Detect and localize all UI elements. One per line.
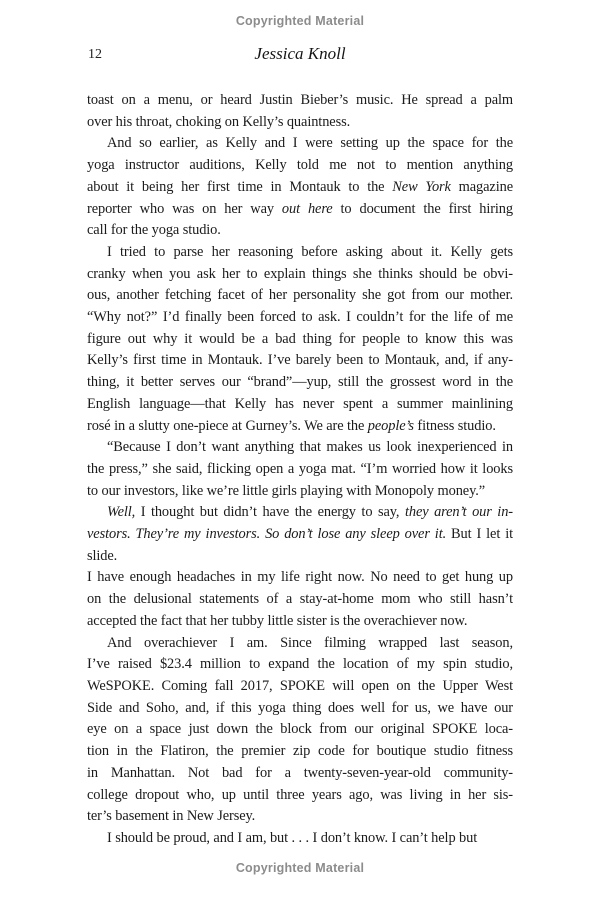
body-text [87, 90, 513, 850]
paragraph [87, 633, 513, 828]
text-line: rosé in a slutty one-piece at Gurney’s. We are the people’s fitness studio. [87, 417, 496, 434]
text-line: Side and Soho, and, if this yoga thing does well for us, we have our [87, 699, 513, 716]
text-line: Kelly’s first time in Montauk. I’ve barely been to Montauk, and, if any- [87, 352, 513, 369]
text-line: tion in the Flatiron, the premier zip code for boutique studio fitness [87, 743, 513, 760]
text-line: English language—that Kelly has never spent a summer mainlining [87, 395, 513, 412]
text-line: the press,” she said, flicking open a yoga mat. “I’m worried how it looks [87, 460, 513, 477]
paragraph [87, 90, 513, 133]
paragraph [87, 133, 513, 242]
text-line: WeSPOKE. Coming fall 2017, SPOKE will open on the Upper West [87, 677, 513, 694]
running-header: Jessica Knoll [254, 44, 346, 63]
text-line: on the delusional statements of a stay-at-home mom who still hasn’t [87, 591, 513, 608]
text-line: about it being her first time in Montauk to the New York magazine [87, 178, 513, 195]
text-line: vestors. They’re my investors. So don’t lose any sleep over it. But I let it slide. [87, 526, 513, 564]
text-line: in Manhattan. Not bad for a twenty-seven-year-old community- [87, 764, 513, 781]
text-line: “Why not?” I’d finally been forced to ask. I couldn’t for the life of me [87, 309, 513, 326]
text-line: I have enough headaches in my life right now. No need to get hung up [87, 569, 513, 586]
text-line: And so earlier, as Kelly and I were setting up the space for the [107, 135, 513, 152]
text-line: reporter who was on her way out here to document the first hiring [87, 200, 513, 217]
text-line: And overachiever I am. Since filming wrapped last season, [107, 634, 513, 651]
text-line: accepted the fact that her tubby little sister is the overachiever now. [87, 612, 468, 629]
text-line: yoga instructor auditions, Kelly told me not to mention anything [87, 157, 513, 174]
copyright-notice-top: Copyrighted Material [235, 14, 365, 28]
paragraph [87, 242, 513, 437]
text-line: I’ve raised $23.4 million to expand the location of my spin studio, [87, 656, 513, 673]
text-line: toast on a menu, or heard Justin Bieber’s music. He spread a palm [87, 92, 513, 108]
text-line: figure out why it would be a bad thing for people to know this was [87, 330, 513, 347]
text-line: thing, it better serves our “brand”—yup, still the grossest word in the [87, 374, 513, 391]
text-line: call for the yoga studio. [87, 222, 221, 239]
page-number: 12 [88, 47, 102, 62]
text-line: college dropout who, up until three years ago, was living in her sis- [87, 786, 513, 803]
text-line: eye on a space just down the block from our original SPOKE loca- [87, 721, 513, 738]
text-line: over his throat, choking on Kelly’s quaintness. [87, 113, 351, 130]
text-line: I should be proud, and I am, but . . . I don’t know. I can’t help but [107, 829, 478, 846]
text-line: “Because I don’t want anything that makes us look inexperienced in [107, 439, 513, 456]
paragraph [87, 437, 513, 502]
text-line: ous, another fetching facet of her personality she got from our mother. [87, 287, 513, 304]
text-line: cranky when you ask her to explain things she thinks should be obvi- [87, 265, 513, 282]
paragraph [87, 502, 513, 632]
text-line: ter’s basement in New Jersey. [87, 808, 256, 825]
text-line: Well, I thought but didn’t have the energy to say, they aren’t our in- [107, 504, 513, 521]
copyright-notice-bottom: Copyrighted Material [235, 861, 365, 875]
text-line: to our investors, like we’re little girls playing with Monopoly money.” [87, 482, 486, 499]
paragraph [87, 828, 513, 850]
text-line: I tried to parse her reasoning before asking about it. Kelly gets [107, 243, 513, 260]
